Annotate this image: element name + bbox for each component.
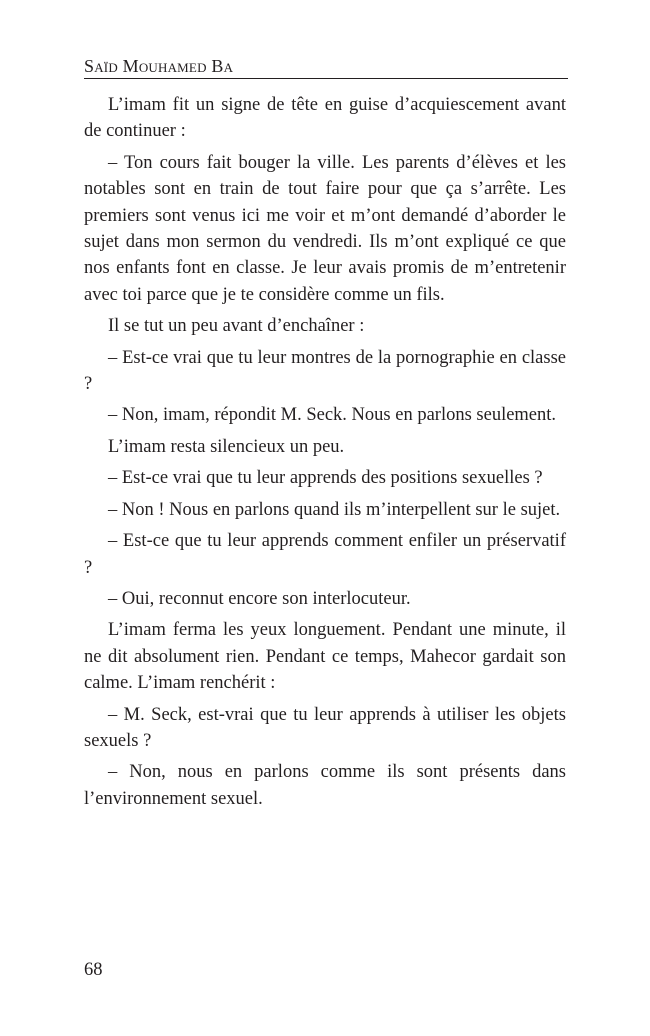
paragraph-4: – Est-ce vrai que tu leur montres de la pornographie en classe ? xyxy=(84,347,566,395)
paragraph-7: – Est-ce vrai que tu leur apprends des positions sexuelles ? xyxy=(108,468,543,489)
page-number: 68 xyxy=(84,960,103,980)
paragraph-9: – Est-ce que tu leur apprends comment enfiler un préservatif ? xyxy=(84,531,566,578)
running-header xyxy=(84,54,568,79)
page-body xyxy=(84,92,566,817)
header-author-name: Saïd Mouhamed Ba xyxy=(84,56,234,76)
paragraph-3: Il se tut un peu avant d’enchaîner : xyxy=(108,316,365,337)
paragraph-10: – Oui, reconnut encore son interlocuteur. xyxy=(108,588,411,609)
paragraph-5: – Non, imam, répondit M. Seck. Nous en parlons seulement. xyxy=(108,405,557,426)
paragraph-13: – Non, nous en parlons comme ils sont présents dans l’environnement sexuel. xyxy=(84,762,566,809)
paragraph-1: L’imam fit un signe de tête en guise d’acquiescement avant de continuer : xyxy=(84,95,566,142)
paragraph-11: L’imam ferma les yeux longuement. Pendant une minute, il ne dit absolument rien. Pendant ce temps, Mahecor gardait son calme. L’imam renchérit : xyxy=(84,620,566,694)
paragraph-12: – M. Seck, est-vrai que tu leur apprends à utiliser les objets sexuels ? xyxy=(84,704,566,751)
paragraph-6: L’imam resta silencieux un peu. xyxy=(108,436,345,457)
paragraph-2: – Ton cours fait bouger la ville. Les parents d’élèves et les notables sont en train de tout faire pour que ça s’arrête. Les premiers sont venus ici me voir et m’ont demandé d’aborder le sujet dans mon sermon du vendredi. Ils m’ont expliqué ce que nos enfants font en classe. Je leur avais promis de m’entretenir avec toi parce que je te considère comme un fils. xyxy=(84,152,566,305)
paragraph-8: – Non ! Nous en parlons quand ils m’interpellent sur le sujet. xyxy=(108,499,561,520)
